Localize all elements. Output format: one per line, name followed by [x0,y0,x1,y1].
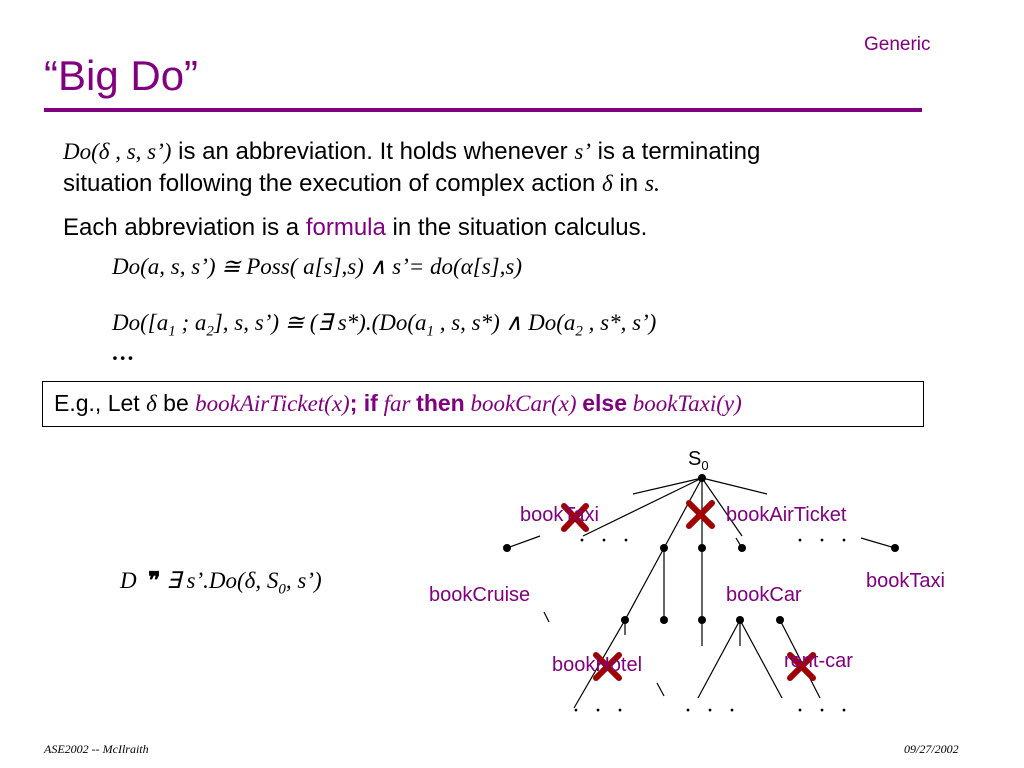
label-bookcruise: bookCruise [429,584,531,606]
defn-rest-a: ∃ s’.Do(δ, S [166,568,279,593]
cross-icon [689,503,712,526]
ex-action1: bookAirTicket(x) [195,391,350,416]
label-bookcar: bookCar [726,584,802,606]
f2-sub1: 1 [168,323,176,340]
ex-prefix: E.g., Let [54,390,147,416]
f2-a: Do([a [112,310,169,335]
ex-be: be [156,390,196,416]
slide-tag: Generic [864,34,931,55]
ex-action2: bookCar(x) [464,391,583,416]
para2-text-b: in the situation calculus. [385,214,648,241]
formula-primitive: Do(a, s, s’) ≅ Poss( a[s],s) ∧ s’= do(α[s],s) [112,254,522,279]
tree-root-label [688,448,709,473]
para1-s-prime: s’ [574,139,591,164]
formula-ellipsis: … [112,340,135,365]
footer-left: ASE2002 -- McIlraith [44,742,149,756]
root-s: S [688,448,702,470]
label-bookairticket: bookAirTicket [726,504,847,526]
ex-else: else [582,390,628,416]
ex-delta: δ [146,391,157,416]
f2-b: ; a [175,310,207,335]
slide-title: “Big Do” [44,52,199,99]
para2-highlight: formula [305,214,386,241]
label-rent-car: rent-car [784,650,853,672]
defn-sub: 0 [278,581,286,598]
ex-action3: bookTaxi(y) [627,391,742,416]
defn-rest-b: , s’) [285,568,322,593]
para1-s: s. [644,171,661,197]
para1-delta: δ [601,171,613,196]
ellipsis-2: · · · [796,528,852,554]
para1-text-a: is an abbreviation. It holds whenever [171,138,575,165]
f2-sub4: 2 [575,323,583,340]
para2-text-a: Each abbreviation is a [63,214,306,241]
ex-cond: far [377,391,417,416]
label-booktaxi-2: bookTaxi [866,570,945,592]
ex-then: then [416,390,465,416]
f2-sub3: 1 [426,323,434,340]
ellipsis-1: · · · [578,528,634,554]
ellipsis-5: · · · [796,698,852,724]
ellipsis-3: · · · [572,698,628,724]
f2-d: , s, s*) ∧ Do(a [433,310,576,335]
defn-d: D [120,568,137,593]
f2-e: , s*, s’) [582,310,657,335]
f2-sub2: 2 [206,323,214,340]
do-formula: Do(δ , s, s’) [63,139,172,164]
para1-line2-b: in [612,170,645,197]
para1-line2-a: situation following the execution of complex action [63,170,602,197]
label-booktaxi-1: bookTaxi [520,504,599,526]
ellipsis-4: · · · [684,698,740,724]
root-sub: 0 [701,458,709,473]
label-bookhotel: bookHotel [552,654,643,676]
defn-sym: ❞ [148,568,161,593]
para1-text-b: is a terminating [590,138,761,165]
footer-right: 09/27/2002 [904,742,959,756]
ex-if: ; if [349,390,378,416]
f2-c: ], s, s’) ≅ (∃ s*).(Do(a [213,310,427,335]
